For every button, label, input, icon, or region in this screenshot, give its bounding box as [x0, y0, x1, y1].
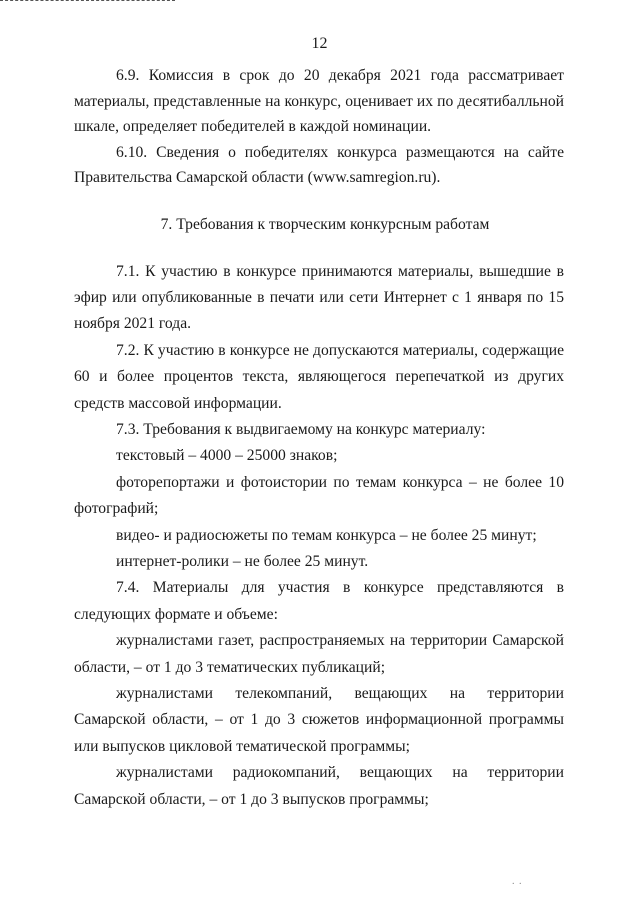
list-item-text: текстовый – 4000 – 25000 знаков;	[116, 447, 338, 465]
paragraph-7-2: 7.2. К участию в конкурсе не допускаются материалы, содержащие 60 и более процентов текста, являющегося перепечаткой из других средств массовой информации.	[74, 341, 564, 412]
section-heading: 7. Требования к творческим конкурсным работам	[160, 215, 490, 233]
document-body	[74, 63, 564, 813]
paragraph-7-3: 7.3. Требования к выдвигаемому на конкурс материалу:	[116, 420, 486, 438]
paragraph-6-9: 6.9. Комиссия в срок до 20 декабря 2021 года рассматривает материалы, представленные на конкурс, оценивает их по десятибалльной шкале, определяет победителей в каждой номинации.	[74, 67, 564, 135]
top-scan-edge	[0, 0, 175, 2]
list-item-radio: журналистами радиокомпаний, вещающих на территории Самарской области, – от 1 до 3 выпусков программы;	[74, 764, 564, 808]
page-number: 12	[311, 35, 328, 52]
list-item-internet: интернет-ролики – не более 25 минут.	[116, 552, 369, 570]
paragraph-7-4: 7.4. Материалы для участия в конкурсе представляются в следующих формате и объеме:	[74, 579, 564, 623]
paragraph-6-10: 6.10. Сведения о победителях конкурса размещаются на сайте Правительства Самарской области (www.samregion.ru).	[74, 143, 564, 186]
list-item-newspapers: журналистами газет, распространяемых на территории Самарской области, – от 1 до 3 тематических публикаций;	[74, 632, 564, 676]
list-item-photo: фоторепортажи и фотоистории по темам конкурса – не более 10 фотографий;	[74, 473, 564, 518]
list-item-tv: журналистами телекомпаний, вещающих на территории Самарской области, – от 1 до 3 сюжетов информационной программы или выпусков цикловой тематической программы;	[74, 685, 564, 755]
paragraph-7-1: 7.1. К участию в конкурсе принимаются материалы, вышедшие в эфир или опубликованные в печати или сети Интернет с 1 января по 15 ноября 2021 года.	[74, 262, 564, 333]
list-item-video-radio: видео- и радиосюжеты по темам конкурса – не более 25 минут;	[116, 526, 537, 544]
scan-artifact: . .	[512, 876, 523, 887]
